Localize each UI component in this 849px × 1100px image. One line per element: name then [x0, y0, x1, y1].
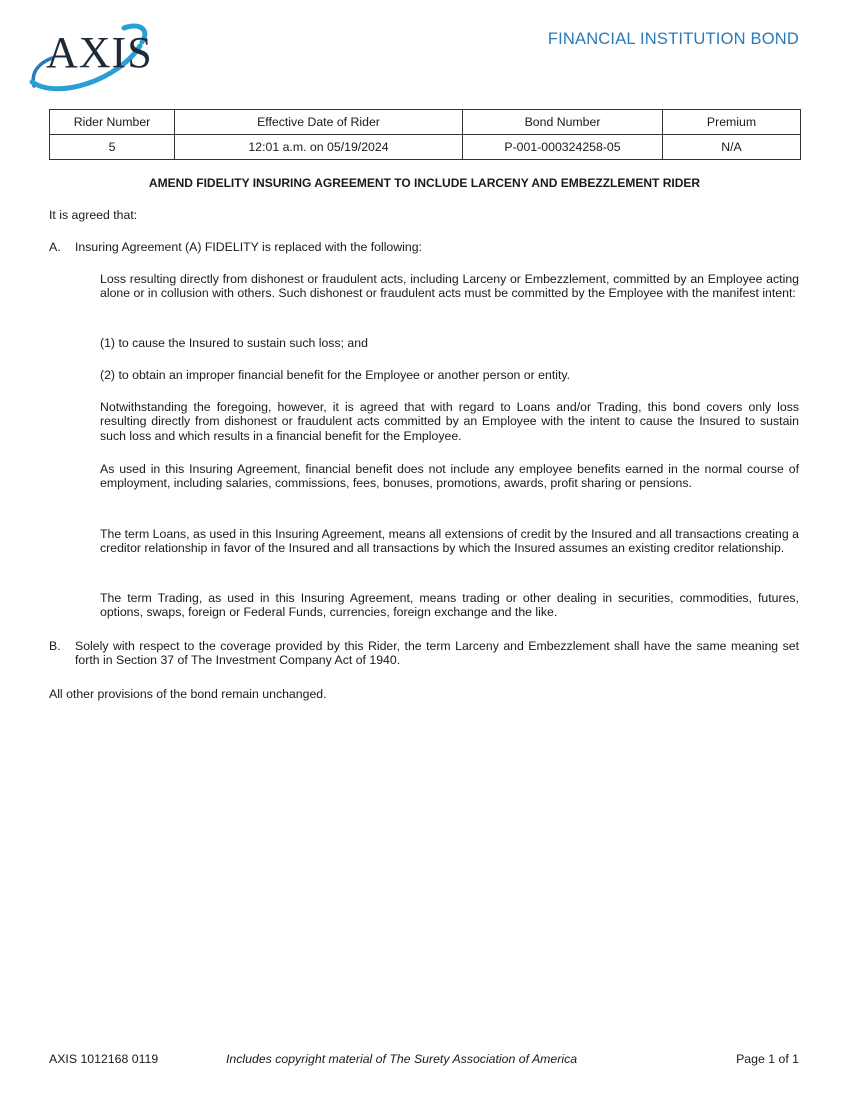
header-rider-number: Rider Number	[50, 110, 175, 135]
footer-page-number: Page 1 of 1	[736, 1052, 799, 1066]
paragraph-loss: Loss resulting directly from dishonest or fraudulent acts, including Larceny or Embezzlement, committed by an Employee acting alone or in collusion with others. Such dishonest or fraudulent acts must be committed by the Employee with the manifest intent:	[100, 272, 799, 301]
rider-table	[49, 109, 801, 160]
value-premium: N/A	[663, 135, 801, 160]
item-a-marker: A.	[49, 240, 61, 254]
value-effective-date: 12:01 a.m. on 05/19/2024	[175, 135, 463, 160]
axis-logo	[28, 20, 153, 96]
paragraph-trading: The term Trading, as used in this Insuring Agreement, means trading or other dealing in securities, commodities, futures, options, swaps, foreign or Federal Funds, currencies, foreign exchange and the like.	[100, 591, 799, 620]
header-bond-number: Bond Number	[463, 110, 663, 135]
rider-heading: AMEND FIDELITY INSURING AGREEMENT TO INCLUDE LARCENY AND EMBEZZLEMENT RIDER	[148, 176, 701, 190]
item-b-text: Solely with respect to the coverage provided by this Rider, the term Larceny and Embezzlement shall have the same meaning set forth in Section 37 of The Investment Company Act of 1940.	[75, 639, 799, 668]
header-premium: Premium	[663, 110, 801, 135]
document-title: FINANCIAL INSTITUTION BOND	[547, 30, 799, 48]
header-effective-date: Effective Date of Rider	[175, 110, 463, 135]
logo-text: AXIS	[46, 28, 153, 77]
intro-text: It is agreed that:	[49, 208, 138, 222]
item-a-text: Insuring Agreement (A) FIDELITY is replaced with the following:	[75, 240, 422, 254]
rider-table-header-row	[50, 110, 801, 135]
item-b-marker: B.	[49, 639, 61, 653]
footer-form-number: AXIS 1012168 0119	[49, 1052, 159, 1066]
paragraph-financial-benefit: As used in this Insuring Agreement, financial benefit does not include any employee benefits earned in the normal course of employment, including salaries, commissions, fees, bonuses, promotions, awards, profit sharing or pensions.	[100, 462, 799, 491]
sub-item-1: (1) to cause the Insured to sustain such loss; and	[100, 336, 368, 350]
value-bond-number: P-001-000324258-05	[463, 135, 663, 160]
paragraph-notwithstanding: Notwithstanding the foregoing, however, it is agreed that with regard to Loans and/or Trading, this bond covers only loss resulting directly from dishonest or fraudulent acts committed by an Employee with the intent to cause the Insured to sustain such loss and which results in a financial benefit for the Employee.	[100, 400, 799, 443]
rider-table-value-row	[50, 135, 801, 160]
sub-item-2: (2) to obtain an improper financial benefit for the Employee or another person or entity.	[100, 368, 571, 382]
footer-copyright: Includes copyright material of The Surety Association of America	[226, 1052, 578, 1066]
value-rider-number: 5	[50, 135, 175, 160]
closing-text: All other provisions of the bond remain unchanged.	[49, 687, 327, 701]
paragraph-loans: The term Loans, as used in this Insuring Agreement, means all extensions of credit by the Insured and all transactions creating a creditor relationship in favor of the Insured and all transactions by which the Insured assumes an existing creditor relationship.	[100, 527, 799, 556]
